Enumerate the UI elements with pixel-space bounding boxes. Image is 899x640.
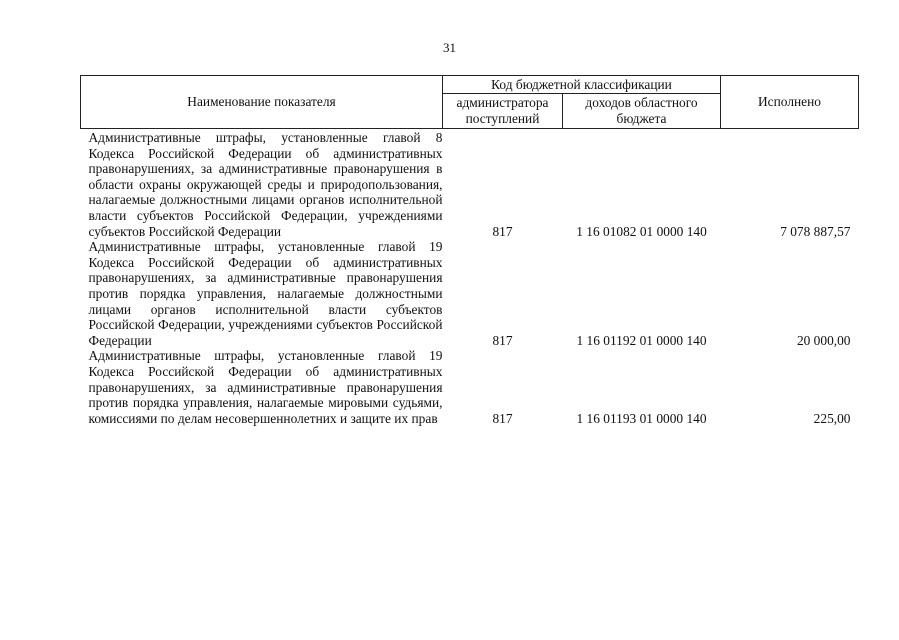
table-row xyxy=(81,348,859,426)
page-number: 31 xyxy=(443,40,456,55)
row-executed-amount: 225,00 xyxy=(813,410,851,426)
row-administrator-code: 817 xyxy=(492,332,513,348)
row-indicator-name: Административные штрафы, установленные главой 19 Кодекса Российской Федерации об административных правонарушениях, за административные правонарушения против порядка управления, налагаемые мировыми судьями, комиссиями по делам несовершеннолетних и защите их прав xyxy=(88,348,443,426)
row-indicator-name: Административные штрафы, установленные главой 19 Кодекса Российской Федерации об административных правонарушениях, за административные правонарушения против порядка управления, налагаемые должностными лицами органов исполнительной власти субъектов Российской Федерации, учреждениями субъектов Российской Федерации xyxy=(88,239,443,348)
header-budget-code-group: Код бюджетной классификации xyxy=(443,76,721,94)
budget-execution-table xyxy=(80,75,859,426)
row-administrator-code: 817 xyxy=(492,410,513,426)
header-regional-income: доходов областного бюджета xyxy=(563,94,721,129)
row-executed-amount: 20 000,00 xyxy=(796,332,851,348)
table-body xyxy=(81,129,859,427)
header-indicator-name: Наименование показателя xyxy=(81,76,443,129)
row-executed-amount: 7 078 887,57 xyxy=(780,223,851,239)
row-budget-code: 1 16 01193 01 0000 140 xyxy=(576,410,707,426)
row-indicator-name: Административные штрафы, установленные главой 8 Кодекса Российской Федерации об административных правонарушениях, за административные правонарушения в области охраны окружающей среды и природопользования, налагаемые должностными лицами органов исполнительной власти субъектов Российской Федерации, учреждениями субъектов Российской Федерации xyxy=(88,130,443,239)
table-row xyxy=(81,239,859,348)
header-administrator: администратора поступлений xyxy=(443,94,563,129)
table-row xyxy=(81,129,859,240)
row-administrator-code: 817 xyxy=(492,223,513,239)
table-header xyxy=(81,76,859,129)
row-budget-code: 1 16 01082 01 0000 140 xyxy=(576,223,707,239)
header-executed: Исполнено xyxy=(721,76,859,129)
row-budget-code: 1 16 01192 01 0000 140 xyxy=(576,332,707,348)
